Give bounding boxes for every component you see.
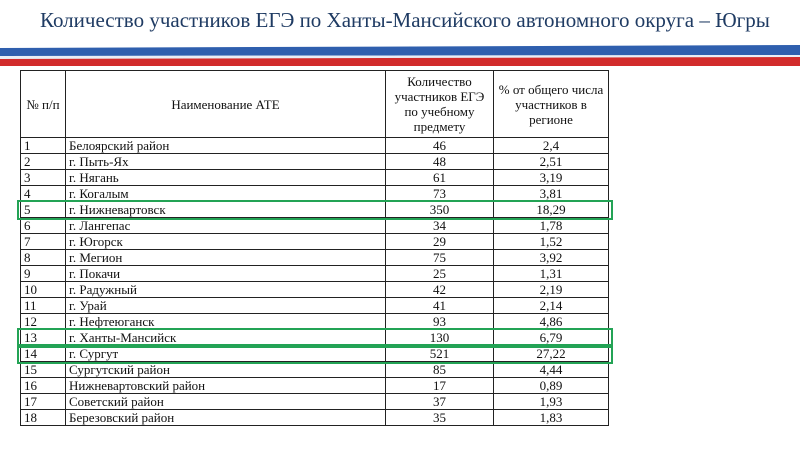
row-num-cell: 18	[21, 410, 66, 426]
row-count-cell: 41	[386, 298, 494, 314]
table-row	[21, 250, 609, 266]
table-row	[21, 314, 609, 330]
row-name-cell: г. Когалым	[66, 186, 386, 202]
row-name-cell: г. Мегион	[66, 250, 386, 266]
row-count-cell: 37	[386, 394, 494, 410]
row-name-cell: г. Нягань	[66, 170, 386, 186]
table-row	[21, 346, 609, 362]
row-count-cell: 29	[386, 234, 494, 250]
row-name-cell: г. Покачи	[66, 266, 386, 282]
row-percent-cell: 3,92	[494, 250, 609, 266]
row-count-cell: 17	[386, 378, 494, 394]
row-percent-cell: 4,44	[494, 362, 609, 378]
row-count-cell: 73	[386, 186, 494, 202]
row-count-cell: 521	[386, 346, 494, 362]
row-percent-cell: 3,19	[494, 170, 609, 186]
row-count-cell: 35	[386, 410, 494, 426]
row-num-cell: 10	[21, 282, 66, 298]
header-stripes	[0, 44, 800, 70]
table-row	[21, 218, 609, 234]
table-row	[21, 202, 609, 218]
table-header-row	[21, 71, 609, 138]
row-percent-cell: 0,89	[494, 378, 609, 394]
row-count-cell: 42	[386, 282, 494, 298]
row-count-cell: 75	[386, 250, 494, 266]
header-num: № п/п	[21, 71, 66, 138]
row-name-cell: г. Сургут	[66, 346, 386, 362]
row-num-cell: 1	[21, 138, 66, 154]
row-num-cell: 13	[21, 330, 66, 346]
row-name-cell: г. Радужный	[66, 282, 386, 298]
row-num-cell: 3	[21, 170, 66, 186]
row-num-cell: 2	[21, 154, 66, 170]
row-num-cell: 7	[21, 234, 66, 250]
row-percent-cell: 2,19	[494, 282, 609, 298]
table-row	[21, 330, 609, 346]
row-percent-cell: 1,31	[494, 266, 609, 282]
header-count: Количество участников ЕГЭ по учебному предмету	[386, 71, 494, 138]
row-name-cell: г. Пыть-Ях	[66, 154, 386, 170]
row-count-cell: 85	[386, 362, 494, 378]
row-count-cell: 61	[386, 170, 494, 186]
row-num-cell: 4	[21, 186, 66, 202]
table-row	[21, 298, 609, 314]
table-row	[21, 170, 609, 186]
row-name-cell: Советский район	[66, 394, 386, 410]
stripe-blue	[0, 45, 800, 56]
row-name-cell: Белоярский район	[66, 138, 386, 154]
row-num-cell: 17	[21, 394, 66, 410]
table-row	[21, 394, 609, 410]
row-percent-cell: 27,22	[494, 346, 609, 362]
header-percent: % от общего числа участников в регионе	[494, 71, 609, 138]
row-num-cell: 8	[21, 250, 66, 266]
table-body	[21, 138, 609, 426]
row-name-cell: Березовский район	[66, 410, 386, 426]
row-name-cell: Сургутский район	[66, 362, 386, 378]
row-count-cell: 350	[386, 202, 494, 218]
row-num-cell: 14	[21, 346, 66, 362]
participants-table	[20, 70, 609, 426]
header-name: Наименование АТЕ	[66, 71, 386, 138]
row-percent-cell: 3,81	[494, 186, 609, 202]
row-num-cell: 11	[21, 298, 66, 314]
row-name-cell: Нижневартовский район	[66, 378, 386, 394]
row-percent-cell: 18,29	[494, 202, 609, 218]
row-percent-cell: 2,14	[494, 298, 609, 314]
row-name-cell: г. Ханты-Мансийск	[66, 330, 386, 346]
row-num-cell: 9	[21, 266, 66, 282]
table-row	[21, 234, 609, 250]
row-num-cell: 6	[21, 218, 66, 234]
table-row	[21, 378, 609, 394]
row-count-cell: 34	[386, 218, 494, 234]
row-percent-cell: 1,83	[494, 410, 609, 426]
table-row	[21, 266, 609, 282]
row-name-cell: г. Югорск	[66, 234, 386, 250]
table-row	[21, 362, 609, 378]
row-percent-cell: 6,79	[494, 330, 609, 346]
row-percent-cell: 1,52	[494, 234, 609, 250]
row-count-cell: 93	[386, 314, 494, 330]
row-name-cell: г. Нижневартовск	[66, 202, 386, 218]
row-percent-cell: 2,51	[494, 154, 609, 170]
row-num-cell: 12	[21, 314, 66, 330]
slide-title: Количество участников ЕГЭ по Ханты-Мансийского автономного округа – Югры	[40, 8, 770, 32]
table-row	[21, 138, 609, 154]
row-count-cell: 46	[386, 138, 494, 154]
row-num-cell: 5	[21, 202, 66, 218]
row-num-cell: 16	[21, 378, 66, 394]
row-name-cell: г. Лангепас	[66, 218, 386, 234]
row-num-cell: 15	[21, 362, 66, 378]
table-row	[21, 186, 609, 202]
row-name-cell: г. Нефтеюганск	[66, 314, 386, 330]
row-count-cell: 130	[386, 330, 494, 346]
row-percent-cell: 1,93	[494, 394, 609, 410]
table-row	[21, 282, 609, 298]
row-count-cell: 48	[386, 154, 494, 170]
row-percent-cell: 1,78	[494, 218, 609, 234]
row-name-cell: г. Урай	[66, 298, 386, 314]
table-row	[21, 410, 609, 426]
table-row	[21, 154, 609, 170]
row-percent-cell: 4,86	[494, 314, 609, 330]
row-count-cell: 25	[386, 266, 494, 282]
row-percent-cell: 2,4	[494, 138, 609, 154]
